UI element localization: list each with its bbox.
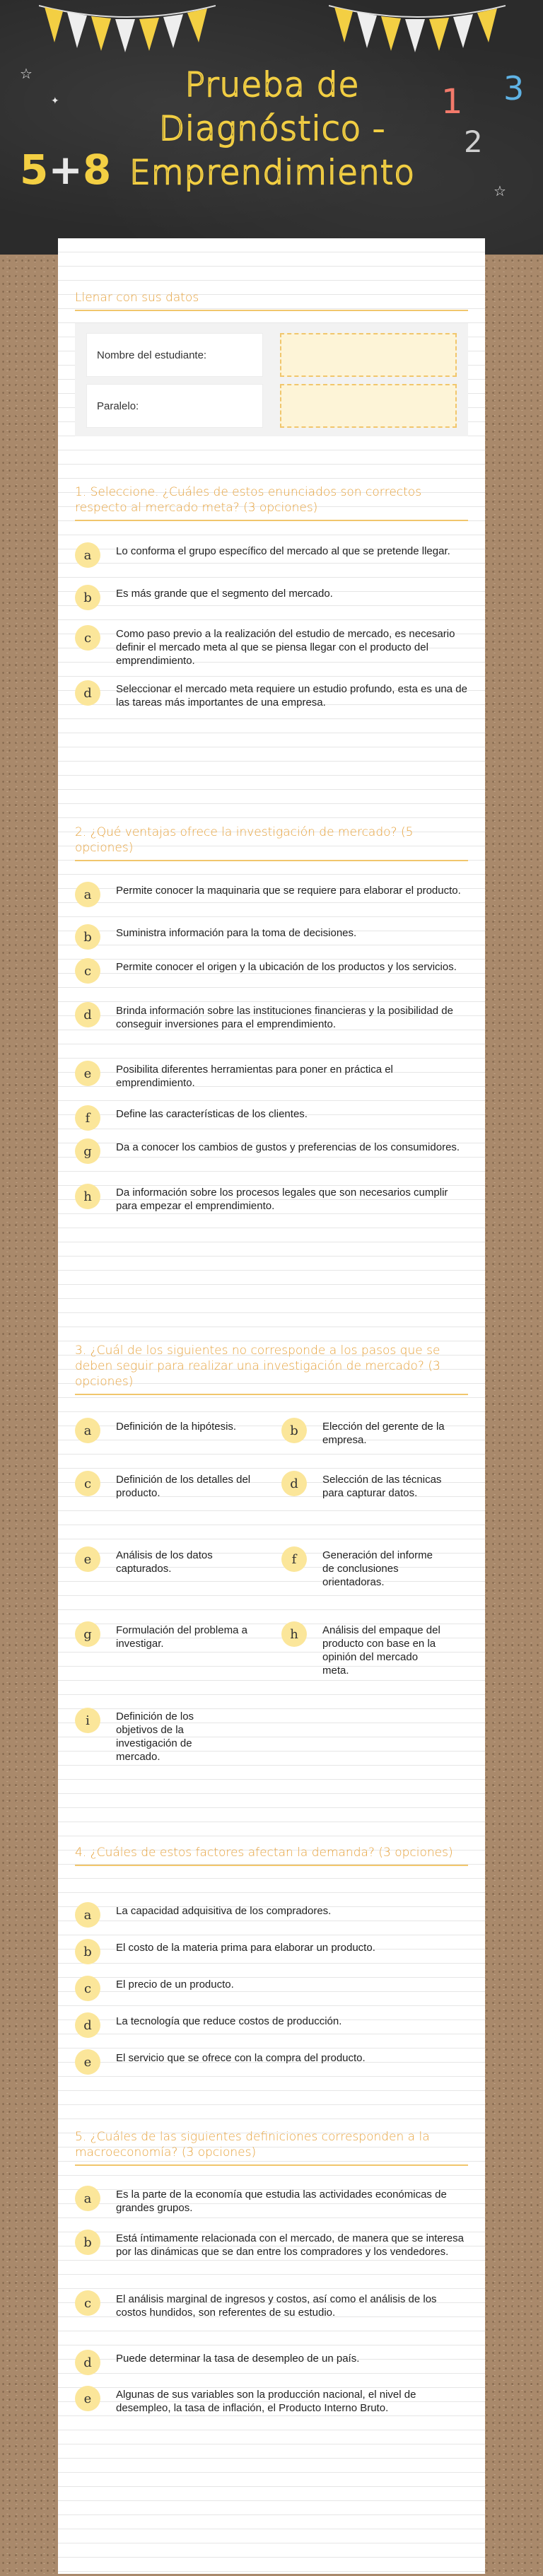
q4-option-a[interactable] bbox=[75, 1902, 468, 1928]
q3-option-g[interactable] bbox=[75, 1621, 264, 1650]
option-letter-badge: e bbox=[75, 2049, 100, 2075]
option-letter-badge: a bbox=[75, 1902, 100, 1928]
question-5-title: 5. ¿Cuáles de las siguientes definiciones corresponden a la macroeconomía? (3 opciones) bbox=[75, 2129, 468, 2166]
option-letter-badge: e bbox=[75, 2386, 100, 2411]
option-letter-badge: e bbox=[75, 1061, 100, 1086]
option-text: El análisis marginal de ingresos y costos, así como el análisis de los costos hundidos, son referentes de su estudio. bbox=[116, 2293, 437, 2319]
q2-option-g[interactable] bbox=[75, 1138, 468, 1164]
question-4-title: 4. ¿Cuáles de estos factores afectan la demanda? (3 opciones) bbox=[75, 1845, 468, 1866]
option-text: Elección del gerente de la empresa. bbox=[322, 1421, 445, 1446]
bunting-left-decoration bbox=[39, 0, 216, 57]
option-letter-badge: h bbox=[75, 1184, 100, 1209]
deco-number: 2 bbox=[464, 124, 483, 159]
option-letter-badge: d bbox=[281, 1471, 307, 1496]
option-text: Puede determinar la tasa de desempleo de un país. bbox=[116, 2353, 360, 2365]
option-letter-badge: a bbox=[75, 1418, 100, 1443]
option-text: Definición de los detalles del producto. bbox=[116, 1474, 251, 1499]
q2-option-f[interactable] bbox=[75, 1105, 468, 1131]
q3-option-h[interactable] bbox=[281, 1621, 468, 1677]
option-letter-badge: c bbox=[75, 2290, 100, 2316]
option-text: Lo conforma el grupo específico del mercado al que se pretende llegar. bbox=[116, 545, 450, 557]
option-letter-badge: c bbox=[75, 1471, 100, 1496]
option-text: El precio de un producto. bbox=[116, 1978, 234, 1991]
star-icon: ✦ bbox=[51, 95, 59, 106]
q4-option-c[interactable] bbox=[75, 1976, 468, 2001]
deco-eq-digit: 5 bbox=[20, 146, 49, 194]
option-letter-badge: a bbox=[75, 542, 100, 568]
q5-option-a[interactable] bbox=[75, 2186, 468, 2215]
option-text: Definición de la hipótesis. bbox=[116, 1421, 237, 1433]
option-letter-badge: b bbox=[281, 1418, 307, 1443]
student-name-field[interactable] bbox=[280, 333, 457, 377]
option-letter-badge: c bbox=[75, 625, 100, 651]
chalkboard-header bbox=[0, 0, 543, 255]
q5-option-b[interactable] bbox=[75, 2230, 468, 2259]
q2-option-c[interactable] bbox=[75, 958, 468, 984]
q4-option-e[interactable] bbox=[75, 2049, 468, 2075]
option-letter-badge: c bbox=[75, 1976, 100, 2001]
q2-option-b[interactable] bbox=[75, 924, 468, 950]
option-letter-badge: e bbox=[75, 1546, 100, 1572]
option-text: Selección de las técnicas para capturar datos. bbox=[322, 1474, 442, 1499]
option-letter-badge: d bbox=[75, 1002, 100, 1027]
q2-option-h[interactable] bbox=[75, 1184, 468, 1213]
class-field[interactable] bbox=[280, 384, 457, 428]
title-line: Prueba de bbox=[185, 66, 360, 105]
option-text: Es más grande que el segmento del mercado. bbox=[116, 588, 333, 600]
option-letter-badge: a bbox=[75, 882, 100, 907]
q5-option-e[interactable] bbox=[75, 2386, 468, 2415]
option-text: Definición de los objetivos de la investigación de mercado. bbox=[116, 1710, 194, 1763]
q5-option-c[interactable] bbox=[75, 2290, 468, 2319]
q3-option-d[interactable] bbox=[281, 1471, 468, 1500]
option-text: Da a conocer los cambios de gustos y preferencias de los consumidores. bbox=[116, 1141, 460, 1153]
q1-option-c[interactable] bbox=[75, 625, 468, 668]
q3-option-i[interactable] bbox=[75, 1708, 264, 1764]
student-data-heading: Llenar con sus datos bbox=[75, 290, 468, 311]
deco-eq-sign: + bbox=[48, 146, 83, 194]
bunting-right-decoration bbox=[329, 0, 506, 57]
q3-option-b[interactable] bbox=[281, 1418, 468, 1447]
option-letter-badge: f bbox=[281, 1546, 307, 1572]
option-letter-badge: f bbox=[75, 1105, 100, 1131]
option-letter-badge: b bbox=[75, 924, 100, 950]
option-text: La tecnología que reduce costos de producción. bbox=[116, 2015, 342, 2027]
q1-option-a[interactable] bbox=[75, 542, 468, 568]
q4-option-d[interactable] bbox=[75, 2012, 468, 2038]
option-letter-badge: b bbox=[75, 585, 100, 610]
option-text: Seleccionar el mercado meta requiere un estudio profundo, esta es una de las tareas más importantes de una empresa. bbox=[116, 683, 467, 709]
star-icon: ☆ bbox=[20, 66, 33, 82]
question-3-title: 3. ¿Cuál de los siguientes no corresponde a los pasos que se deben seguir para realizar una investigación de mercado? (3 opciones) bbox=[75, 1343, 468, 1395]
star-icon: ☆ bbox=[494, 184, 506, 199]
option-text: Posibilita diferentes herramientas para poner en práctica el emprendimiento. bbox=[116, 1063, 393, 1089]
q3-option-c[interactable] bbox=[75, 1471, 264, 1500]
option-letter-badge: d bbox=[75, 2012, 100, 2038]
option-text: Da información sobre los procesos legales que son necesarios cumplir para empezar el emprendimiento. bbox=[116, 1187, 448, 1212]
option-text: Está íntimamente relacionada con el mercado, de manera que se interesa por las dinámicas que se dan entre los compradores y los vendedores. bbox=[116, 2232, 464, 2258]
option-letter-badge: h bbox=[281, 1621, 307, 1647]
q1-option-d[interactable] bbox=[75, 680, 468, 709]
option-text: La capacidad adquisitiva de los compradores. bbox=[116, 1905, 332, 1917]
option-text: Define las características de los clientes. bbox=[116, 1108, 308, 1120]
title-line: Emprendimiento bbox=[129, 153, 415, 192]
option-text: Permite conocer el origen y la ubicación de los productos y los servicios. bbox=[116, 961, 457, 973]
option-letter-badge: d bbox=[75, 2350, 100, 2375]
option-text: Como paso previo a la realización del estudio de mercado, es necesario definir el mercado meta al que se piensa llegar con el producto del emprendimiento. bbox=[116, 628, 455, 667]
option-letter-badge: d bbox=[75, 680, 100, 706]
option-text: Algunas de sus variables son la producción nacional, el nivel de desempleo, la tasa de inflación, el Producto Interno Bruto. bbox=[116, 2389, 416, 2414]
option-letter-badge: g bbox=[75, 1621, 100, 1647]
deco-equation bbox=[20, 146, 111, 194]
student-data-block bbox=[75, 323, 468, 436]
option-text: Permite conocer la maquinaria que se requiere para elaborar el producto. bbox=[116, 885, 461, 897]
page-title bbox=[106, 64, 438, 195]
question-2-title: 2. ¿Qué ventajas ofrece la investigación de mercado? (5 opciones) bbox=[75, 824, 468, 861]
option-letter-badge: c bbox=[75, 958, 100, 984]
q3-option-f[interactable] bbox=[281, 1546, 468, 1589]
option-text: Generación del informe de conclusiones orientadoras. bbox=[322, 1549, 433, 1588]
option-letter-badge: a bbox=[75, 2186, 100, 2211]
option-letter-badge: b bbox=[75, 2230, 100, 2255]
option-letter-badge: b bbox=[75, 1939, 100, 1964]
q2-option-e[interactable] bbox=[75, 1061, 468, 1090]
option-text: Análisis del empaque del producto con base en la opinión del mercado meta. bbox=[322, 1624, 440, 1677]
option-text: El costo de la materia prima para elaborar un producto. bbox=[116, 1942, 375, 1954]
deco-eq-digit: 8 bbox=[82, 146, 112, 194]
q2-option-d[interactable] bbox=[75, 1002, 468, 1031]
option-text: Suministra información para la toma de decisiones. bbox=[116, 927, 357, 939]
deco-number: 1 bbox=[441, 82, 463, 122]
q3-option-a[interactable] bbox=[75, 1418, 264, 1443]
q5-option-d[interactable] bbox=[75, 2350, 468, 2375]
q4-option-b[interactable] bbox=[75, 1939, 468, 1964]
q3-option-e[interactable] bbox=[75, 1546, 264, 1575]
title-line: Diagnóstico - bbox=[158, 110, 386, 148]
q1-option-b[interactable] bbox=[75, 585, 468, 610]
option-text: Formulación del problema a investigar. bbox=[116, 1624, 247, 1650]
option-text: El servicio que se ofrece con la compra del producto. bbox=[116, 2052, 366, 2064]
option-text: Análisis de los datos capturados. bbox=[116, 1549, 213, 1575]
q2-option-a[interactable] bbox=[75, 882, 468, 907]
option-letter-badge: i bbox=[75, 1708, 100, 1733]
deco-number: 3 bbox=[503, 69, 525, 107]
student-name-label: Nombre del estudiante: bbox=[86, 333, 263, 377]
worksheet-paper bbox=[58, 238, 485, 2574]
class-label: Paralelo: bbox=[86, 384, 263, 428]
option-text: Es la parte de la economía que estudia las actividades económicas de grandes grupos. bbox=[116, 2189, 447, 2214]
option-text: Brinda información sobre las instituciones financieras y la posibilidad de conseguir inversiones para el emprendimiento. bbox=[116, 1005, 453, 1030]
option-letter-badge: g bbox=[75, 1138, 100, 1164]
question-1-title: 1. Seleccione. ¿Cuáles de estos enunciados son correctos respecto al mercado meta? (3 opciones) bbox=[75, 484, 468, 521]
